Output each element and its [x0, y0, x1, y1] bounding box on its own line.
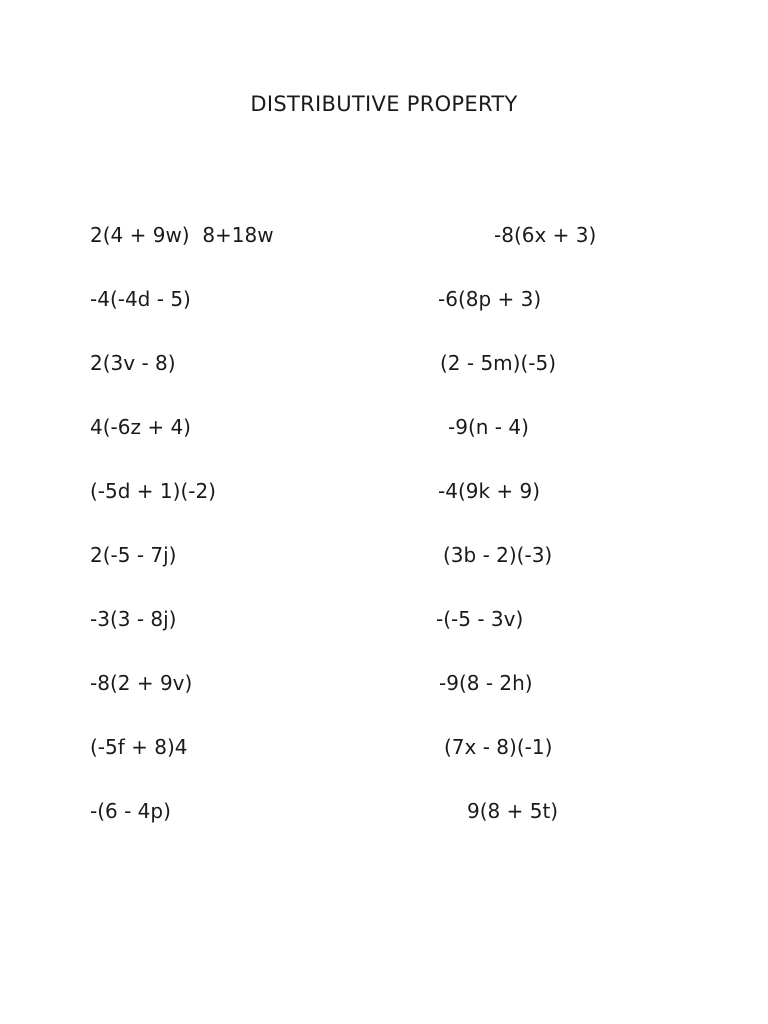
problem-left-9: (-5f + 8)4	[90, 735, 188, 759]
problem-left-6: 2(-5 - 7j)	[90, 543, 177, 567]
problem-left-7: -3(3 - 8j)	[90, 607, 177, 631]
problem-right-4: -9(n - 4)	[448, 415, 529, 439]
problem-right-7: -(-5 - 3v)	[436, 607, 524, 631]
problem-right-6: (3b - 2)(-3)	[443, 543, 553, 567]
problem-right-1: -8(6x + 3)	[494, 223, 597, 247]
problem-left-3: 2(3v - 8)	[90, 351, 176, 375]
problem-left-5: (-5d + 1)(-2)	[90, 479, 216, 503]
problem-left-2: -4(-4d - 5)	[90, 287, 191, 311]
problem-left-1: 2(4 + 9w) 8+18w	[90, 223, 274, 247]
worksheet-title: DISTRIBUTIVE PROPERTY	[250, 92, 518, 116]
problem-right-2: -6(8p + 3)	[438, 287, 542, 311]
problem-left-8: -8(2 + 9v)	[90, 671, 193, 695]
problem-right-10: 9(8 + 5t)	[467, 799, 559, 823]
problem-right-8: -9(8 - 2h)	[439, 671, 533, 695]
problem-left-4: 4(-6z + 4)	[90, 415, 191, 439]
problem-left-10: -(6 - 4p)	[90, 799, 171, 823]
problem-right-3: (2 - 5m)(-5)	[440, 351, 557, 375]
problem-right-5: -4(9k + 9)	[438, 479, 541, 503]
problem-right-9: (7x - 8)(-1)	[444, 735, 553, 759]
